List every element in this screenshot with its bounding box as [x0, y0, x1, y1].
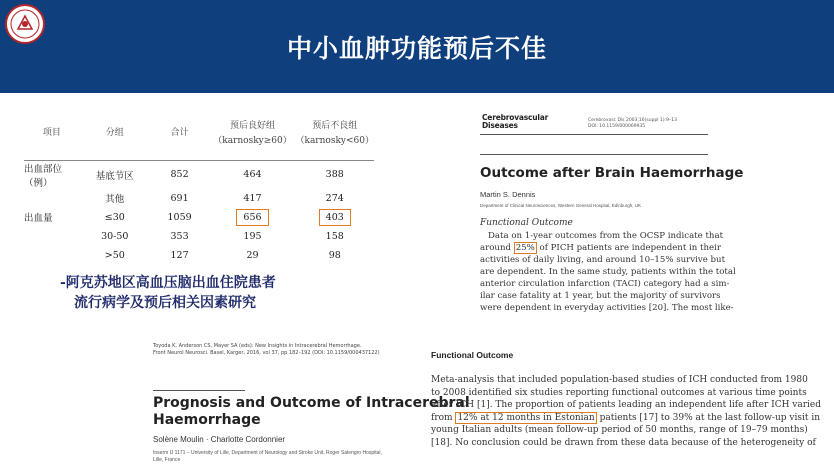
- table-row: >50 127 29 98: [104, 249, 341, 261]
- col-header-total: 合计: [170, 128, 189, 139]
- table-source-caption: -阿克苏地区高血压脑出血住院患者 流行病学及预后相关因素研究: [60, 275, 276, 311]
- col-header-group: 分组: [105, 128, 124, 139]
- outcome-table: [24, 108, 374, 265]
- col-header-item: 项目: [42, 128, 61, 139]
- chapter-affiliation: Inserm U 1171 – University of Lille, Department of Neurology and Stroke Unit, Roger Salengro Hospital, Lille, France: [153, 450, 382, 463]
- book-citation: Toyoda K, Anderson CS, Mayer SA (eds): New Insights in Intracerebral Hemorrhage. Front Neurol Neurosci. Basel, Karger, 2016, vol 37, pp 182–192 (DOI: 10.1159/000437122): [153, 343, 380, 356]
- col-header-bad: 预后不良组 （karnosky<60）: [295, 120, 374, 146]
- highlighted-value-bad: 403: [319, 209, 351, 226]
- article-title: Outcome after Brain Haemorrhage: [480, 165, 744, 181]
- col-header-good: 预后良好组 （karnosky≥60）: [213, 120, 292, 146]
- article-excerpt-moulin: [153, 343, 470, 463]
- highlighted-percentage: 25%: [515, 243, 535, 253]
- section-heading: Functional Outcome: [480, 218, 573, 228]
- article-author: Martin S. Dennis: [480, 190, 536, 199]
- journal-meta: Cerebrovasc Dis 2003;16(suppl 1):9–13 DOI: 10.1159/000069935: [588, 118, 677, 129]
- highlighted-value-good: 656: [236, 209, 268, 226]
- page-title: 中小血肿功能预后不佳: [286, 34, 547, 63]
- divider: [480, 154, 708, 155]
- functional-outcome-heading: Functional Outcome: [431, 350, 514, 360]
- chapter-authors: Solène Moulin · Charlotte Cordonnier: [153, 435, 286, 444]
- table-row: 30-50 353 195 158: [101, 230, 344, 242]
- divider: [480, 134, 708, 135]
- table-row: 出血量 ≤30 1059 656 403: [24, 208, 374, 227]
- table-row: 出血部位（例） 基底节区 852 464 388: [24, 163, 344, 189]
- highlighted-statistic: 12% at 12 months in Estonian: [457, 412, 595, 423]
- functional-outcome-paragraph: Meta-analysis that included population-based studies of ICH conducted from 1980 to 2008 identified six studies reporting functional outcomes at various time points after ICH [1]. The proportion of patients leading an independent life after ICH varied from 12% at 12 months in Estonian patients [17] to 39% at the last follow-up visit in young Italian adults (mean follow-up period of 50 months, range of 19–79 months) [18]. No conclusion could be drawn from these data because of the heterogeneity of: [431, 375, 822, 448]
- chapter-title: Prognosis and Outcome of Intracerebral Haemorrhage: [153, 395, 470, 428]
- article-affiliation: Department of Clinical Neurosciences, Western General Hospital, Edinburgh, UK: [480, 203, 641, 208]
- article-paragraph: Data on 1-year outcomes from the OCSP indicate that around 25% of PICH patients are independent in their activities of daily living, and around 10–15% survive but are dependent. In the same study, patients within the total anterior circulation infarction (TACI) category had a sim- ilar case fatality at 1 year, but the majority of survivors were dependent in everyday activities [20]. The most like-: [480, 231, 736, 313]
- table-row: 其他 691 417 274: [105, 192, 344, 205]
- journal-name: Cerebrovascular Diseases: [482, 113, 549, 130]
- divider: [153, 390, 245, 391]
- title-banner: [0, 0, 834, 93]
